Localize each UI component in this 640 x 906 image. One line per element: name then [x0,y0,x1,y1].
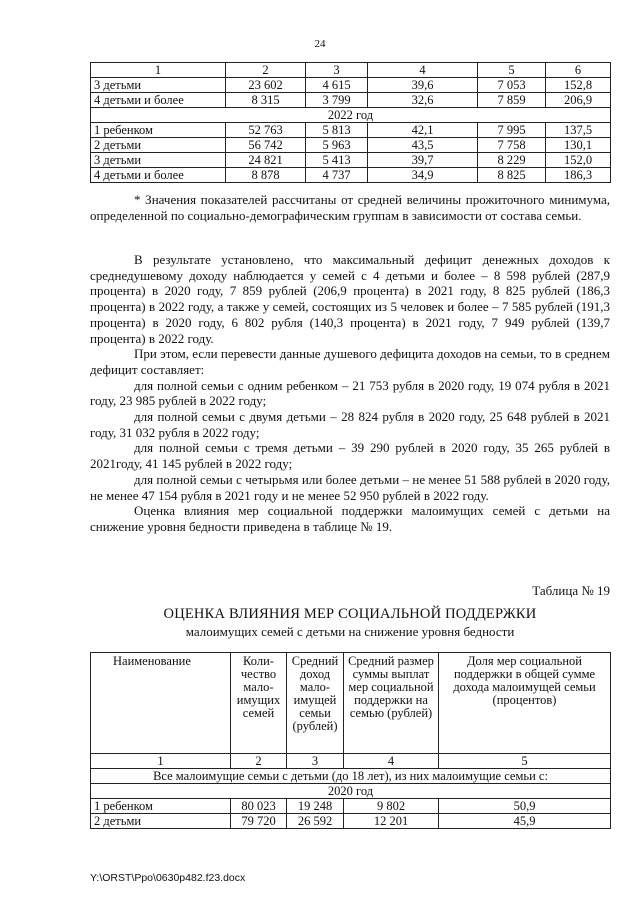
cell: 4 615 [306,78,368,93]
col-number: 5 [439,754,611,769]
group-row [91,769,611,784]
cell: 130,1 [546,138,611,153]
paragraph: для полной семьи с одним ребенком – 21 753 рубля в 2020 году, 19 074 рубля в 2021 году, 23 985 рублей в 2022 году; [90,377,610,409]
row-label: 4 детьми и более [91,168,226,183]
table-row [91,168,611,183]
cell: 4 737 [306,168,368,183]
year-label: 2020 год [91,784,611,799]
cell: 23 602 [226,78,306,93]
table-header-numbers [91,754,611,769]
col-number: 3 [287,754,344,769]
col-number: 1 [91,63,226,78]
paragraph: Оценка влияния мер социальной поддержки малоимущих семей с детьми на снижение уровня бедности приведена в таблице № 19. [90,503,610,534]
cell: 12 201 [344,814,439,829]
cell: 8 878 [226,168,306,183]
cell: 34,9 [368,168,478,183]
paragraph: При этом, если перевести данные душевого дефицита доходов на семьи, то в среднем дефицит составляет: [90,346,610,377]
paragraph: для полной семьи с тремя детьми – 39 290 рублей в 2020 году, 35 265 рублей в 2021году, 41 145 рублей в 2022 году; [90,440,610,472]
col-number: 4 [344,754,439,769]
cell: 7 758 [478,138,546,153]
table-row [91,814,611,829]
cell: 5 413 [306,153,368,168]
table-title: ОЦЕНКА ВЛИЯНИЯ МЕР СОЦИАЛЬНОЙ ПОДДЕРЖКИ [163,606,537,622]
cell: 79 720 [231,814,287,829]
cell: 8 315 [226,93,306,108]
cell: 26 592 [287,814,344,829]
footnote [90,192,610,223]
cell: 32,6 [368,93,478,108]
cell: 7 995 [478,123,546,138]
cell: 5 963 [306,138,368,153]
header-avg-income: Средний доход мало-имущей семьи (рублей) [287,653,344,754]
cell: 7 053 [478,78,546,93]
col-number: 1 [91,754,231,769]
year-row [91,784,611,799]
table-row [91,78,611,93]
cell: 8 229 [478,153,546,168]
cell: 5 813 [306,123,368,138]
cell: 43,5 [368,138,478,153]
cell: 24 821 [226,153,306,168]
year-row [91,108,611,123]
table-row [91,93,611,108]
year-label: 2022 год [91,108,611,123]
cell: 56 742 [226,138,306,153]
paragraph: для полной семьи с четырьмя или более детьми – не менее 51 588 рублей в 2020 году, не менее 47 154 рубля в 2021 году и не менее 52 950 рублей в 2022 году. [90,471,610,503]
col-number: 2 [231,754,287,769]
file-path-footer: Y:\ORST\Ppo\0630p482.f23.docx [90,872,246,884]
cell: 9 802 [344,799,439,814]
cell: 39,6 [368,78,478,93]
row-label: 1 ребенком [91,123,226,138]
cell: 45,9 [439,814,611,829]
paragraph: для полной семьи с двумя детьми – 28 824 рубля в 2020 году, 25 648 рублей в 2021 году, 31 032 рубля в 2022 году; [90,409,610,440]
cell: 7 859 [478,93,546,108]
table-header-numbers [91,63,611,78]
table-row [91,138,611,153]
cell: 8 825 [478,168,546,183]
table-row [91,123,611,138]
row-label: 1 ребенком [91,799,231,814]
table-subtitle: малоимущих семей с детьми на снижение уровня бедности [185,624,515,639]
table-header [91,653,611,754]
cell: 80 023 [231,799,287,814]
col-number: 6 [546,63,611,78]
header-avg-payment: Средний размер суммы выплат мер социальной поддержки на семью (рублей) [344,653,439,754]
table-row [91,153,611,168]
row-label: 3 детьми [91,153,226,168]
cell: 3 799 [306,93,368,108]
table-19 [90,652,611,829]
cell: 137,5 [546,123,611,138]
table-number: Таблица № 19 [532,583,610,598]
row-label: 3 детьми [91,78,226,93]
col-number: 5 [478,63,546,78]
row-label: 4 детьми и более [91,93,226,108]
col-number: 3 [306,63,368,78]
cell: 50,9 [439,799,611,814]
header-name: Наименование [91,653,231,754]
paragraph: В результате установлено, что максимальный дефицит денежных доходов к среднедушевому доходу наблюдается у семей с 4 детьми и более – 8 598 рублей (287,9 процента) в 2020 году, 7 859 рублей (206,9 процента) в 2021 году, 8 825 рублей (186,3 процента) в 2022 году, а также у семей, состоящих из 5 человек и более – 7 585 рублей (191,3 процента) в 2020 году, 6 802 рубля (140,3 процента) в 2021 году, 7 949 рублей (139,7 процента) в 2022 году. [90,252,610,346]
col-number: 2 [226,63,306,78]
row-label: 2 детьми [91,138,226,153]
cell: 206,9 [546,93,611,108]
cell: 152,0 [546,153,611,168]
col-number: 4 [368,63,478,78]
cell: 19 248 [287,799,344,814]
body-text [90,252,610,535]
cell: 39,7 [368,153,478,168]
cell: 42,1 [368,123,478,138]
table-continuation [90,62,611,183]
cell: 186,3 [546,168,611,183]
page-number: 24 [314,38,326,50]
cell: 152,8 [546,78,611,93]
table-row [91,799,611,814]
header-share: Доля мер социальной поддержки в общей сумме дохода малоимущей семьи (процентов) [439,653,611,754]
header-count: Коли-чество мало-имущих семей [231,653,287,754]
group-label: Все малоимущие семьи с детьми (до 18 лет), из них малоимущие семьи с: [91,769,611,784]
footnote-text: * Значения показателей рассчитаны от средней величины прожиточного минимума, определенной по социально-демографическим группам в зависимости от состава семьи. [90,192,610,223]
row-label: 2 детьми [91,814,231,829]
cell: 52 763 [226,123,306,138]
